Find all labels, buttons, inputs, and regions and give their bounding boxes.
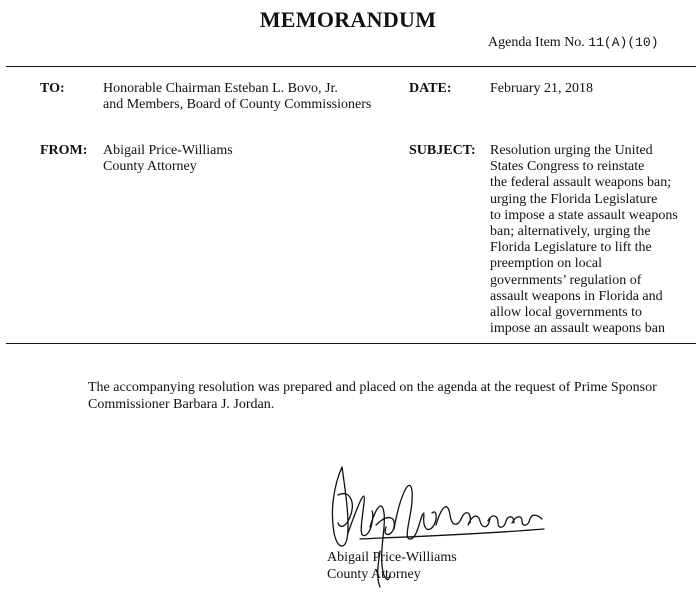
to-line-1: Honorable Chairman Esteban L. Bovo, Jr. (103, 81, 338, 96)
subject-line: assault weapons in Florida and (490, 288, 663, 304)
top-rule (6, 66, 696, 67)
agenda-item (488, 35, 659, 51)
subject-line: governments’ regulation of (490, 272, 642, 288)
from-sender (103, 143, 233, 175)
subject-line: States Congress to reinstate (490, 159, 645, 175)
memo-title: MEMORANDUM (259, 7, 437, 32)
agenda-label: Agenda Item No. (488, 35, 585, 50)
from-line-1: Abigail Price-Williams (103, 143, 233, 158)
subject-line: to impose a state assault weapons (490, 207, 678, 223)
subject-line: preemption on local (490, 256, 602, 272)
to-label: TO: (40, 81, 65, 96)
subject-line: Florida Legislature to lift the (490, 240, 652, 256)
subject-line: urging the Florida Legislature (490, 191, 658, 207)
bottom-rule (6, 343, 696, 344)
from-label: FROM: (40, 143, 88, 158)
subject-line: impose an assault weapons ban (490, 321, 665, 337)
signer-name: Abigail Price-Williams (327, 550, 457, 565)
to-recipient (103, 81, 371, 113)
body-line: Commissioner Barbara J. Jordan. (88, 397, 275, 412)
body-line: The accompanying resolution was prepared and placed on the agenda at the request of Prime Sponsor (88, 380, 657, 395)
agenda-number: 11(A)(10) (588, 35, 659, 50)
date-label: DATE: (409, 81, 452, 96)
subject-line: the federal assault weapons ban; (490, 175, 672, 191)
subject-line: Resolution urging the United (490, 143, 653, 158)
subject-text (490, 143, 690, 337)
subject-line: allow local governments to (490, 305, 643, 321)
from-line-2: County Attorney (103, 159, 197, 174)
subject-label: SUBJECT: (409, 143, 476, 158)
to-line-2: and Members, Board of County Commissioners (103, 97, 372, 112)
signature-block (327, 549, 457, 583)
date-value: February 21, 2018 (490, 81, 594, 96)
body-paragraph (88, 379, 688, 413)
signer-title: County Attorney (327, 567, 421, 582)
subject-line: ban; alternatively, urging the (490, 224, 651, 240)
